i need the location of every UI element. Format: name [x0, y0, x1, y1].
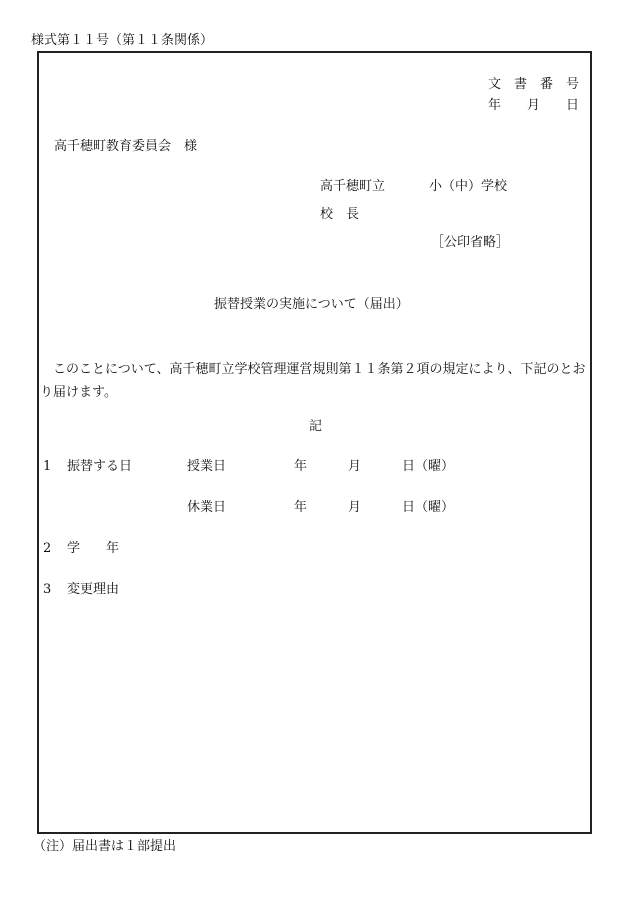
class-day-day: 日（曜） — [402, 459, 455, 474]
document-frame — [37, 51, 592, 834]
item-3-label: 変更理由 — [67, 582, 120, 597]
form-number: 様式第１１号（第１１条関係） — [31, 33, 214, 48]
document-number-label: 文 書 番 号 — [488, 77, 580, 92]
holiday-label: 休業日 — [187, 500, 227, 515]
school-type: 小（中）学校 — [429, 179, 508, 194]
body-paragraph: このことについて、高千穂町立学校管理運営規則第１１条第２項の規定により、下記のとおり届けます。 — [40, 362, 586, 400]
item-2-number: 2 — [43, 541, 52, 556]
date-label: 年 月 日 — [488, 98, 580, 113]
footnote: （注）届出書は１部提出 — [33, 839, 177, 854]
addressee: 高千穂町教育委員会 様 — [54, 139, 198, 154]
class-day-year: 年 — [294, 459, 308, 474]
principal-label: 校 長 — [320, 207, 360, 222]
item-1-label: 振替する日 — [67, 459, 133, 474]
item-3-number: 3 — [43, 582, 52, 597]
class-day-label: 授業日 — [187, 459, 227, 474]
item-2-label: 学 年 — [67, 541, 120, 556]
class-day-month: 月 — [348, 459, 362, 474]
seal-omitted-note: ［公印省略］ — [431, 235, 510, 250]
holiday-day: 日（曜） — [402, 500, 455, 515]
item-1-number: 1 — [43, 459, 52, 474]
school-prefix: 高千穂町立 — [320, 179, 386, 194]
holiday-month: 月 — [348, 500, 362, 515]
holiday-year: 年 — [294, 500, 308, 515]
subject-title: 振替授業の実施について（届出） — [214, 297, 409, 312]
ki-heading: 記 — [309, 419, 323, 434]
